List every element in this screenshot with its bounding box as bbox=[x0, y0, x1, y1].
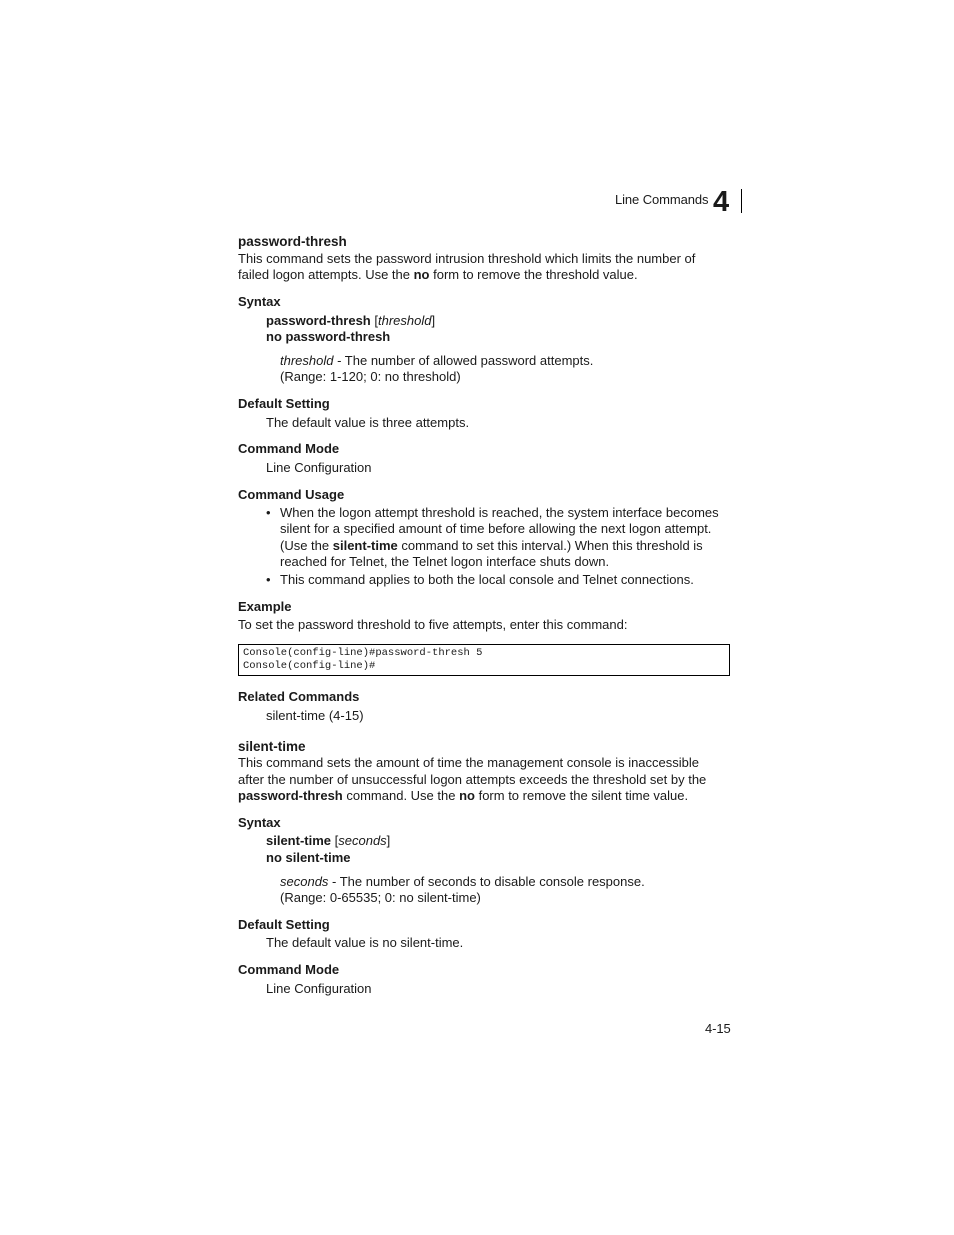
usage-line: reached for Telnet, the Telnet logon interface shuts down. bbox=[280, 554, 610, 569]
syntax-line: password-thresh [threshold] bbox=[266, 313, 436, 328]
code-line: Console(config-line)# bbox=[243, 660, 376, 672]
command-title-silent-time: silent-time bbox=[238, 739, 306, 754]
chapter-rule bbox=[741, 189, 742, 213]
code-example-box bbox=[238, 644, 730, 676]
parameter-range: (Range: 0-65535; 0: no silent-time) bbox=[280, 890, 481, 905]
chapter-number: 4 bbox=[713, 186, 730, 218]
usage-line: This command applies to both the local console and Telnet connections. bbox=[280, 572, 694, 587]
running-header-title: Line Commands bbox=[615, 192, 709, 207]
command-mode-heading: Command Mode bbox=[238, 441, 340, 456]
bullet-icon: • bbox=[266, 505, 271, 520]
description-line: This command sets the password intrusion threshold which limits the number of bbox=[238, 251, 696, 266]
default-setting-heading: Default Setting bbox=[238, 917, 330, 932]
example-text: To set the password threshold to five attempts, enter this command: bbox=[238, 617, 628, 632]
usage-line: When the logon attempt threshold is reached, the system interface becomes bbox=[280, 505, 719, 520]
description-line: password-thresh command. Use the no form to remove the silent time value. bbox=[238, 788, 689, 803]
syntax-no-line: no password-thresh bbox=[266, 329, 391, 344]
command-mode-text: Line Configuration bbox=[266, 981, 372, 996]
default-setting-heading: Default Setting bbox=[238, 396, 330, 411]
usage-line: (Use the silent-time command to set this interval.) When this threshold is bbox=[280, 538, 703, 553]
related-commands-heading: Related Commands bbox=[238, 689, 360, 704]
example-heading: Example bbox=[238, 599, 292, 614]
command-usage-heading: Command Usage bbox=[238, 487, 345, 502]
command-mode-heading: Command Mode bbox=[238, 962, 340, 977]
command-mode-text: Line Configuration bbox=[266, 460, 372, 475]
code-line: Console(config-line)#password-thresh 5 bbox=[243, 647, 483, 659]
syntax-line: silent-time [seconds] bbox=[266, 833, 391, 848]
parameter-range: (Range: 1-120; 0: no threshold) bbox=[280, 369, 461, 384]
default-setting-text: The default value is three attempts. bbox=[266, 415, 470, 430]
page-number: 4-15 bbox=[705, 1021, 731, 1036]
description-line: after the number of unsuccessful logon attempts exceeds the threshold set by the bbox=[238, 772, 707, 787]
syntax-heading: Syntax bbox=[238, 294, 281, 309]
usage-line: silent for a specified amount of time before allowing the next logon attempt. bbox=[280, 521, 712, 536]
syntax-no-line: no silent-time bbox=[266, 850, 351, 865]
syntax-heading: Syntax bbox=[238, 815, 281, 830]
default-setting-text: The default value is no silent-time. bbox=[266, 935, 464, 950]
parameter-line: seconds - The number of seconds to disable console response. bbox=[280, 874, 645, 889]
parameter-line: threshold - The number of allowed password attempts. bbox=[280, 353, 594, 368]
bullet-icon: • bbox=[266, 572, 271, 587]
description-line: failed logon attempts. Use the no form to remove the threshold value. bbox=[238, 267, 638, 282]
related-commands-text: silent-time (4-15) bbox=[266, 708, 364, 723]
description-line: This command sets the amount of time the management console is inaccessible bbox=[238, 755, 700, 770]
command-title-password-thresh: password-thresh bbox=[238, 234, 347, 249]
